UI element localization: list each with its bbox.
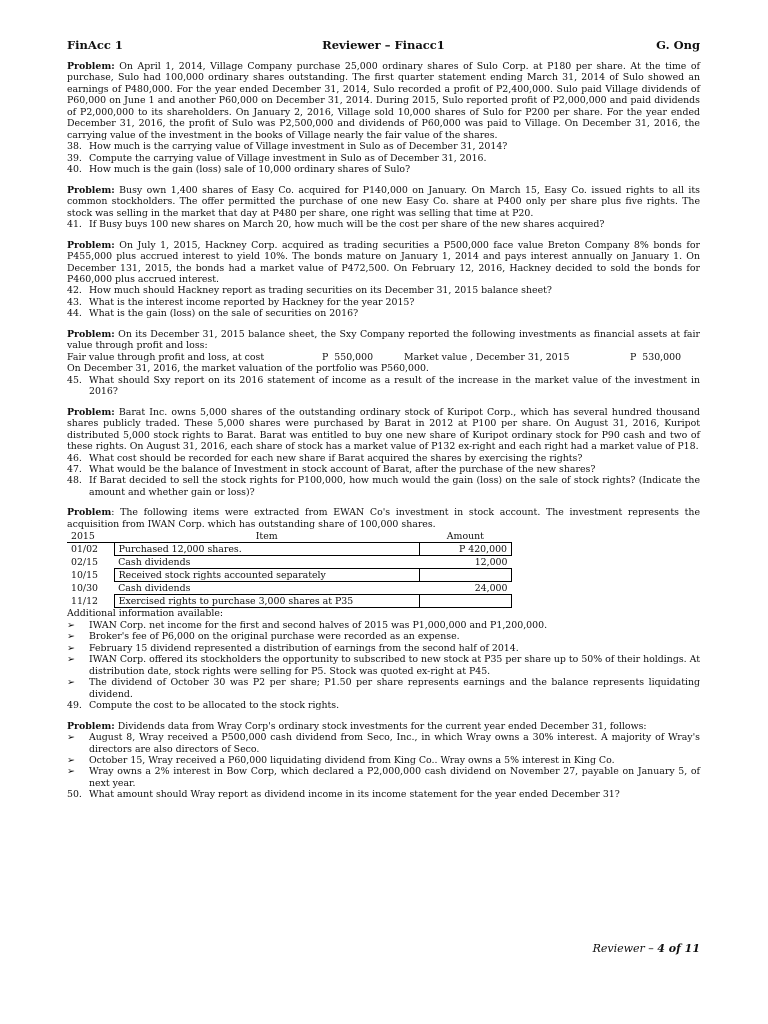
header-left: FinAcc 1: [67, 38, 123, 52]
problem-barat: [67, 407, 700, 499]
question-item: 44. What is the gain (loss) on the sale of securities on 2016?: [67, 308, 359, 320]
arrow-bullet-icon: ➢: [67, 732, 75, 744]
question-list: [67, 375, 700, 398]
question-item: 46. What cost should be recorded for each new share if Barat acquired the shares by exercising the rights?: [67, 452, 583, 464]
investment-table: [67, 530, 512, 608]
question-item: 47. What would be the balance of Investment in stock account of Barat, after the purchase of the new shares?: [67, 464, 596, 476]
problem-text: Problem: On July 1, 2015, Hackney Corp. acquired as trading securities a P500,000 face value Breton Company 8% bonds for P455,000 plus accrued interest to yield 10%. The bonds mature on January 1, 2014 and pays interest annually on January 1. On December 131, 2015, the bonds had a market value of P472,500. On February 12, 2016, Hackney decided to sold the bonds for P460,000 plus accrued interest.: [67, 239, 700, 285]
problem-text: Problem: Busy own 1,400 shares of Easy Co. acquired for P140,000 on January. On March 15, Easy Co. issued rights to all its common stockholders. The offer permitted the purchase of one new Easy Co. share at P400 only per share plus five rights. The stock was selling in the market that day at P480 per share, one right was selling that time at P20.: [67, 184, 700, 219]
question-item: 39. Compute the carrying value of Village investment in Sulo as of December 31, 2016.: [67, 152, 487, 164]
problem-hackney: [67, 240, 700, 320]
arrow-bullet-icon: ➢: [67, 619, 75, 631]
arrow-bullet-icon: ➢: [67, 754, 75, 766]
question-list: [67, 789, 700, 800]
question-item: 49. Compute the cost to be allocated to the stock rights.: [67, 700, 340, 712]
page-header: [67, 38, 700, 52]
arrow-bullet-icon: ➢: [67, 642, 75, 654]
problem-text: Problem: The following items were extracted from EWAN Co's investment in stock account. The investment represents the acquisition from IWAN Corp. which has outstanding share of 100,000 shares.: [67, 507, 700, 530]
question-item: 43. What is the interest income reported by Hackney for the year 2015?: [67, 296, 415, 308]
list-item: ➢ February 15 dividend represented a distribution of earnings from the second half of 2014.: [67, 642, 519, 654]
sxy-values-line: Fair value through profit and loss, at cost P 550,000 Market value , December 31, 2015 P 530,000: [67, 351, 682, 363]
problem-wray: [67, 721, 700, 801]
table-row: 10/30 Cash dividends 24,000: [67, 582, 512, 595]
arrow-bullet-icon: ➢: [67, 766, 75, 778]
question-list: [67, 700, 700, 711]
arrow-bullet-icon: ➢: [67, 631, 75, 643]
question-list: [67, 285, 700, 319]
dividend-list: [67, 732, 700, 789]
question-item: 41. If Busy buys 100 new shares on March 20, how much will be the cost per share of the new shares acquired?: [67, 219, 605, 231]
question-item: 50. What amount should Wray report as dividend income in its income statement for the year ended December 31?: [67, 789, 620, 801]
document-page: [67, 38, 700, 801]
page-number: 4 of 11: [657, 942, 700, 955]
problem-sxy: [67, 329, 700, 398]
list-item: ➢ Broker's fee of P6,000 on the original purchase were recorded as an expense.: [67, 631, 460, 643]
table-row: 02/15 Cash dividends 12,000: [67, 556, 512, 569]
arrow-bullet-icon: ➢: [67, 677, 75, 689]
arrow-bullet-icon: ➢: [67, 654, 75, 666]
problem-busy-easy: [67, 185, 700, 231]
list-item: ➢ October 15, Wray received a P60,000 liquidating dividend from King Co.. Wray owns a 5% interest in King Co.: [67, 754, 615, 766]
question-item: 48. If Barat decided to sell the stock rights for P100,000, how much would the gain (loss) on the sale of stock rights? (Indicate the amount and whether gain or loss)?: [67, 475, 700, 498]
question-item: 42. How much should Hackney report as trading securities on its December 31, 2015 balance sheet?: [67, 285, 552, 297]
header-center: Reviewer – Finacc1: [322, 38, 445, 52]
problem-village-sulo: [67, 61, 700, 176]
question-list: [67, 141, 700, 175]
problem-text: Problem: Dividends data from Wray Corp's ordinary stock investments for the current year ended December 31, follows:: [67, 720, 647, 732]
list-item: ➢ August 8, Wray received a P500,000 cash dividend from Seco, Inc., in which Wray owns a 30% interest. A majority of Wray's directors are also directors of Seco.: [67, 732, 700, 755]
additional-info-label: Additional information available:: [67, 608, 224, 620]
table-row: 10/15 Received stock rights accounted separately: [67, 569, 512, 582]
page-footer: Reviewer – 4 of 11: [592, 942, 700, 955]
question-list: [67, 219, 700, 230]
list-item: ➢ The dividend of October 30 was P2 per share; P1.50 per share represents earnings and the balance represents liquidating dividend.: [67, 677, 700, 700]
question-list: [67, 453, 700, 499]
table-header: 2015 Item Amount: [67, 530, 512, 543]
problem-text: Problem: Barat Inc. owns 5,000 shares of the outstanding ordinary stock of Kuripot Corp., which has several hundred thousand shares publicly traded. These 5,000 shares were purchased by Barat in 2012 at P100 per share. On August 31, 2016, Kuripot distributed 5,000 stock rights to Barat. Barat was entitled to buy one new share of Kuripot ordinary stock for P90 cash and two of these rights. On August 31, 2016, each share of stock has a market value of P132 ex-right and each right had a market value of P18.: [67, 406, 700, 453]
list-item: ➢ IWAN Corp. net income for the first and second halves of 2015 was P1,000,000 and P1,200,000.: [67, 619, 548, 631]
question-item: 38. How much is the carrying value of Village investment in Sulo as of December 31, 2014?: [67, 141, 508, 153]
problem-text: Problem: On its December 31, 2015 balance sheet, the Sxy Company reported the following investments as financial assets at fair value through profit and loss:: [67, 328, 700, 352]
table-row: 01/02 Purchased 12,000 shares. P 420,000: [67, 543, 512, 556]
problem-ewan: [67, 507, 700, 711]
problem-text-2: On December 31, 2016, the market valuation of the portfolio was P560,000.: [67, 363, 429, 375]
table-row: 11/12 Exercised rights to purchase 3,000 shares at P35: [67, 595, 512, 608]
list-item: ➢ IWAN Corp. offered its stockholders the opportunity to subscribed to new stock at P35 per share up to 50% of their holdings. At distribution date, stock rights were selling for P5. Stock was quoted ex-right at P45.: [67, 654, 700, 677]
question-item: 45. What should Sxy report on its 2016 statement of income as a result of the increase in the market value of the investment in 2016?: [67, 374, 700, 398]
problem-text: Problem: On April 1, 2014, Village Company purchase 25,000 ordinary shares of Sulo Corp. at P180 per share. At the time of purchase, Sulo had 100,000 ordinary shares outstanding. The first quarter statement ending March 31, 2014 of Sulo showed an earnings of P480,000. For the year ended December 31, 2014, Sulo recorded a profit of P2,400,000. Sulo paid Village dividends of P60,000 on June 1 and another P60,000 on December 31, 2014. During 2015, Sulo reported profit of P2,000,000 and paid dividends of P2,000,000 to its shareholders. On January 2, 2016, Village sold 10,000 shares of Sulo for P200 per share. For the year ended December 31, 2016, the profit of Sulo was P2,500,000 and dividends of P60,000 was paid to Village. On December 31, 2016, the carrying value of the investment in the books of Village nearly the fair value of the shares.: [67, 61, 700, 141]
header-right: G. Ong: [656, 38, 700, 52]
question-item: 40. How much is the gain (loss) sale of 10,000 ordinary shares of Sulo?: [67, 164, 411, 176]
additional-info-list: [67, 620, 700, 700]
list-item: ➢ Wray owns a 2% interest in Bow Corp, which declared a P2,000,000 cash dividend on November 27, payable on January 5, of next year.: [67, 766, 700, 789]
